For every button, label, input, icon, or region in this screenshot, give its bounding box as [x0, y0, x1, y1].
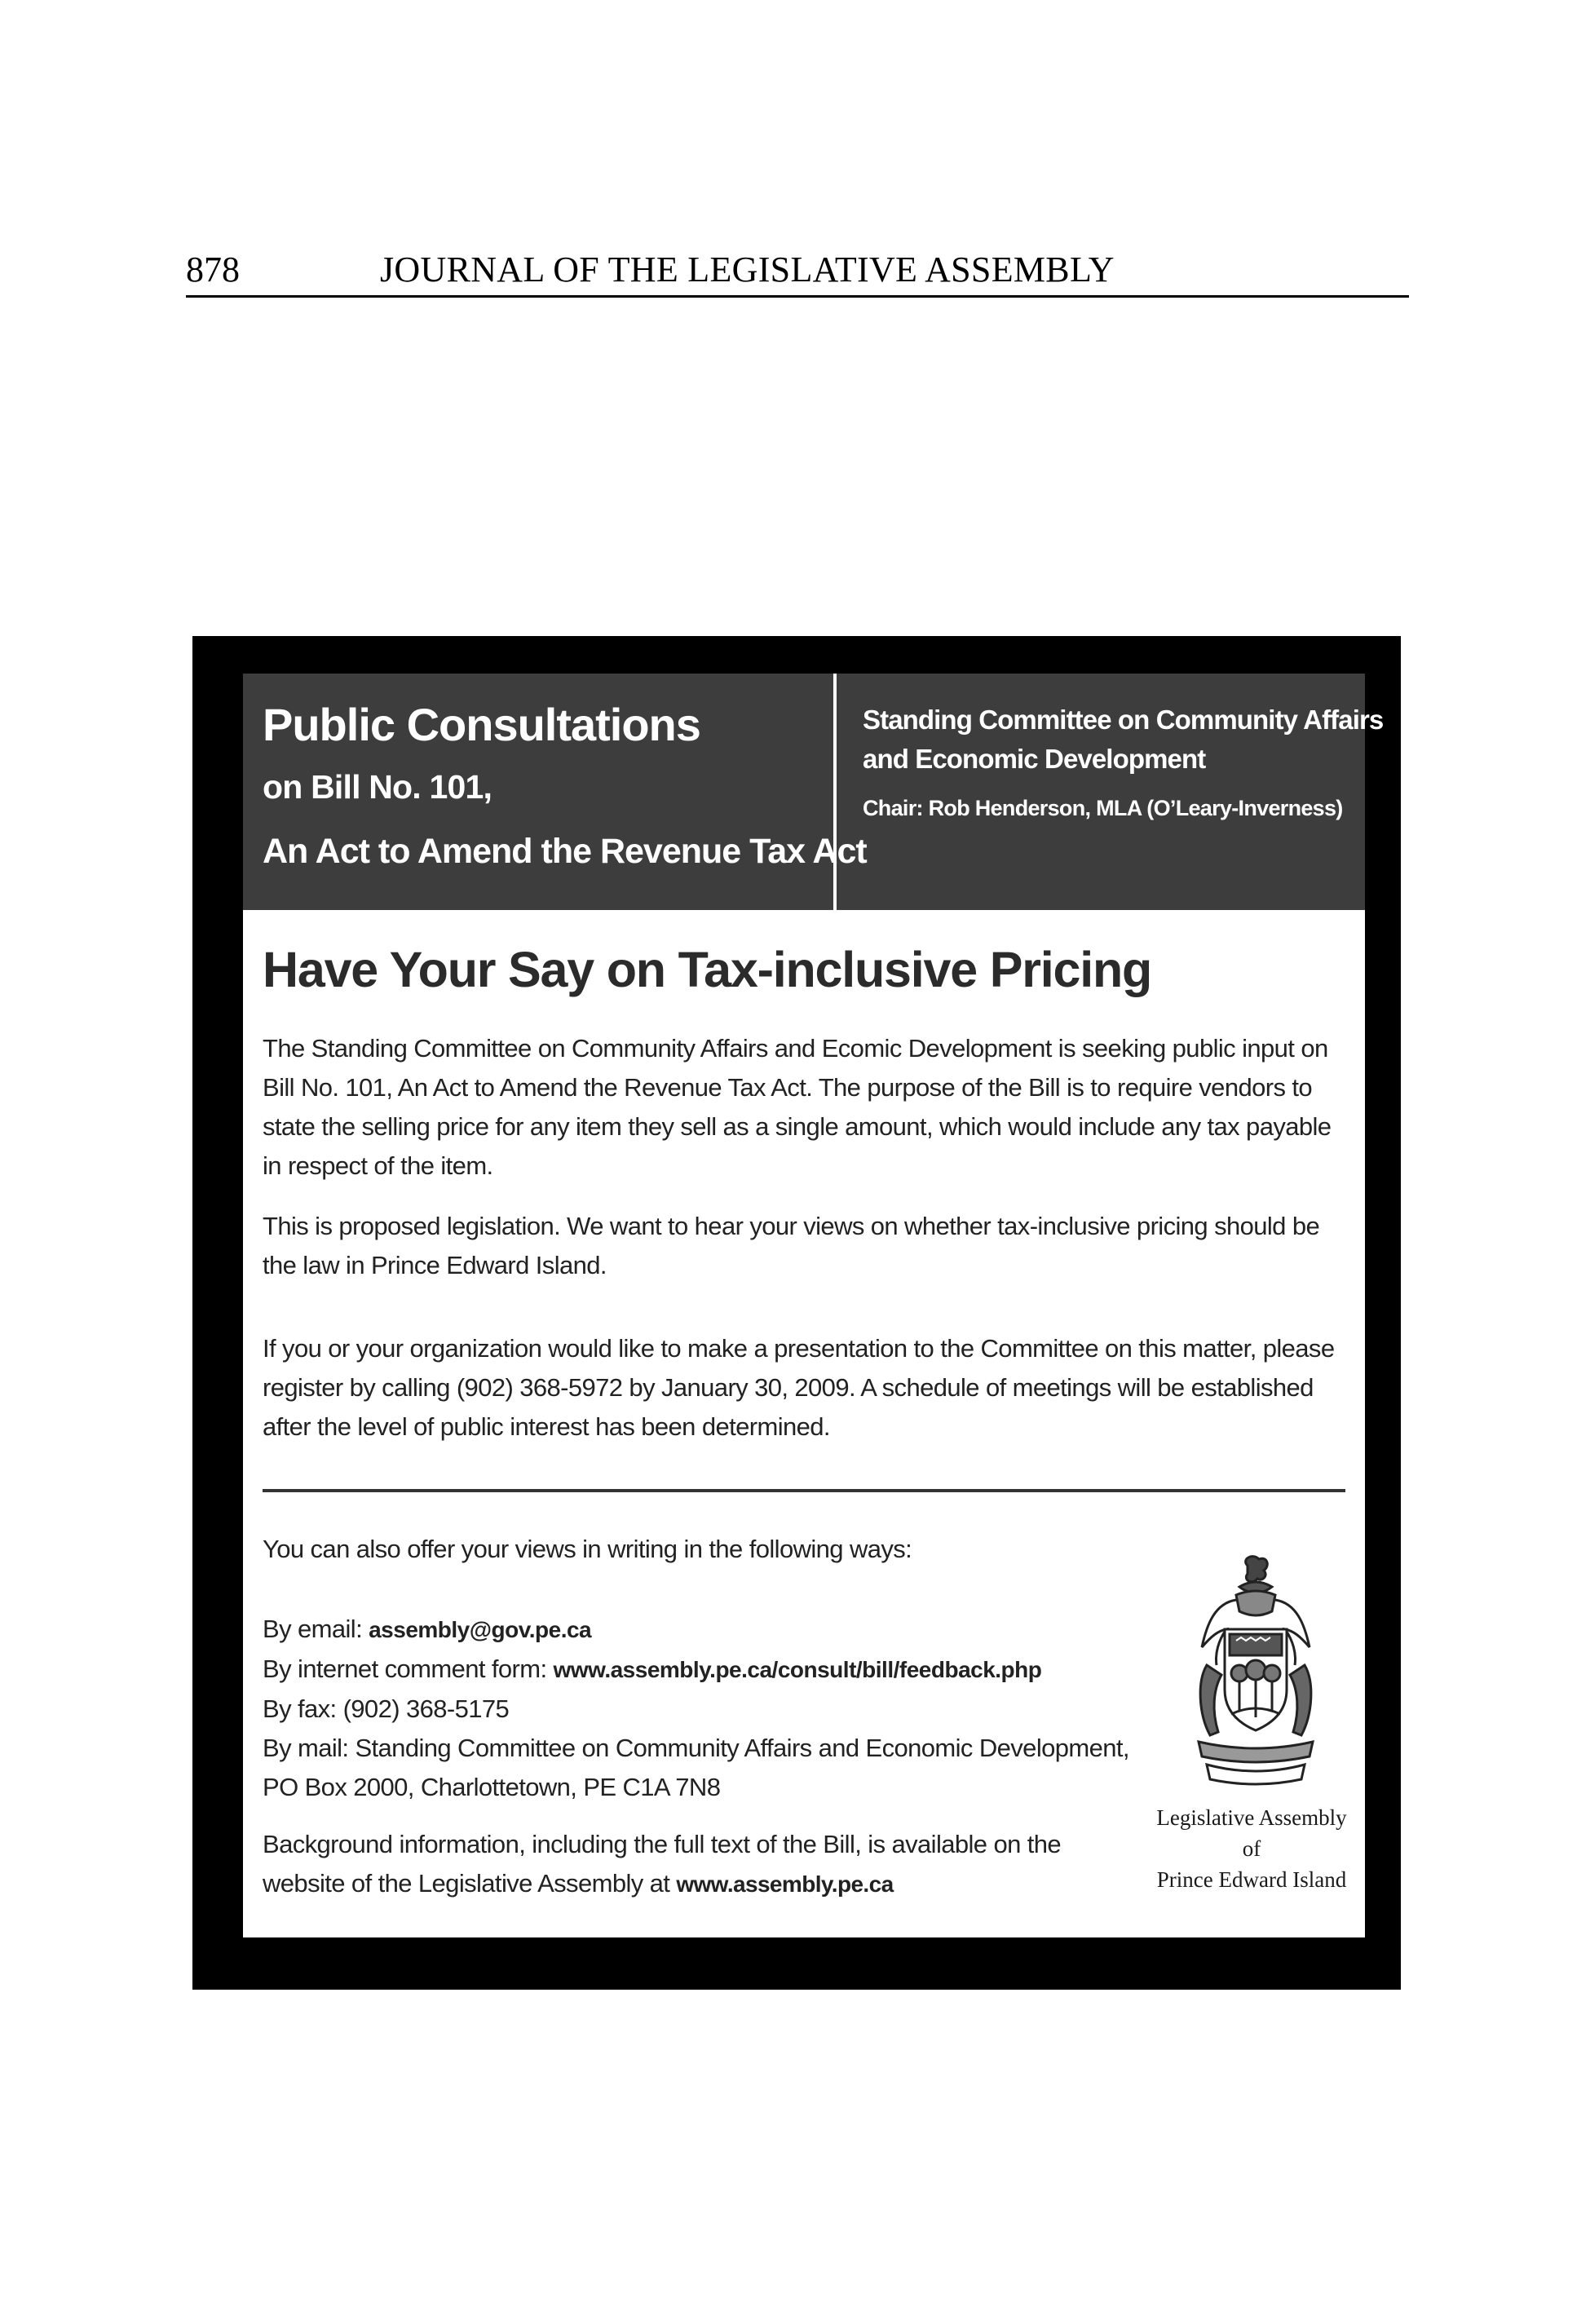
- coat-of-arms-icon: [1182, 1551, 1329, 1787]
- assembly-name-line2: of: [1242, 1836, 1261, 1861]
- contact-mail-line1: By mail: Standing Committee on Community Affairs and Economic Development,: [263, 1734, 1129, 1762]
- contact-email: [263, 1610, 1129, 1650]
- committee-chair: Chair: Rob Henderson, MLA (O’Leary-Inverness): [863, 796, 1343, 820]
- registration-paragraph: If you or your organization would like to make a presentation to the Committee on this matter, please register by calling (902) 368-5972 by January 30, 2009. A schedule of meetings will be established after the level of public interest has been determined.: [263, 1334, 1335, 1441]
- background-text: Background information, including the full text of the Bill, is available on the website of the Legislative Assembly at: [263, 1830, 1062, 1898]
- committee-name-line2: and Economic Development: [863, 744, 1206, 774]
- banner-title-block: [243, 674, 867, 910]
- committee-name-line1: Standing Committee on Community Affairs: [863, 705, 1384, 735]
- headline: Have Your Say on Tax-inclusive Pricing: [263, 942, 1152, 997]
- assembly-website-link[interactable]: www.assembly.pe.ca: [676, 1871, 894, 1897]
- journal-title: JOURNAL OF THE LEGISLATIVE ASSEMBLY: [380, 250, 1115, 289]
- email-link[interactable]: assembly@gov.pe.ca: [369, 1617, 592, 1642]
- page-number: 878: [186, 250, 240, 289]
- section-divider: [263, 1489, 1345, 1492]
- proposal-paragraph: This is proposed legislation. We want to hear your views on whether tax-inclusive pricing should be the law in Prince Edward Island.: [263, 1212, 1320, 1279]
- intro-paragraph: The Standing Committee on Community Affairs and Ecomic Development is seeking public input on Bill No. 101, An Act to Amend the Revenue Tax Act. The purpose of the Bill is to require vendors to state the selling price for any item they sell as a single amount, which would include any tax payable in respect of the item.: [263, 1034, 1332, 1180]
- running-header: [186, 245, 1409, 298]
- writing-intro: You can also offer your views in writing in the following ways:: [263, 1535, 912, 1563]
- assembly-name-line3: Prince Edward Island: [1156, 1867, 1347, 1892]
- banner-subtitle-act: An Act to Amend the Revenue Tax Act: [263, 832, 867, 871]
- banner-committee-block: [840, 674, 1384, 910]
- banner: [243, 674, 1384, 910]
- advertisement-body: [243, 674, 1384, 1937]
- contact-methods: [263, 1610, 1129, 1807]
- contact-mail-line2: PO Box 2000, Charlottetown, PE C1A 7N8: [263, 1773, 721, 1801]
- form-label: By internet comment form:: [263, 1655, 554, 1683]
- background-info: [263, 1825, 1078, 1904]
- assembly-name-line1: Legislative Assembly: [1156, 1805, 1347, 1830]
- banner-subtitle-bill: on Bill No. 101,: [263, 768, 492, 806]
- contact-form: [263, 1650, 1129, 1690]
- banner-title: Public Consultations: [263, 699, 700, 750]
- contact-fax: By fax: (902) 368-5175: [263, 1694, 510, 1723]
- email-label: By email:: [263, 1615, 369, 1643]
- comment-form-link[interactable]: www.assembly.pe.ca/consult/bill/feedback.php: [553, 1657, 1042, 1682]
- advertisement-frame: [192, 636, 1401, 1990]
- assembly-name: [1133, 1802, 1370, 1895]
